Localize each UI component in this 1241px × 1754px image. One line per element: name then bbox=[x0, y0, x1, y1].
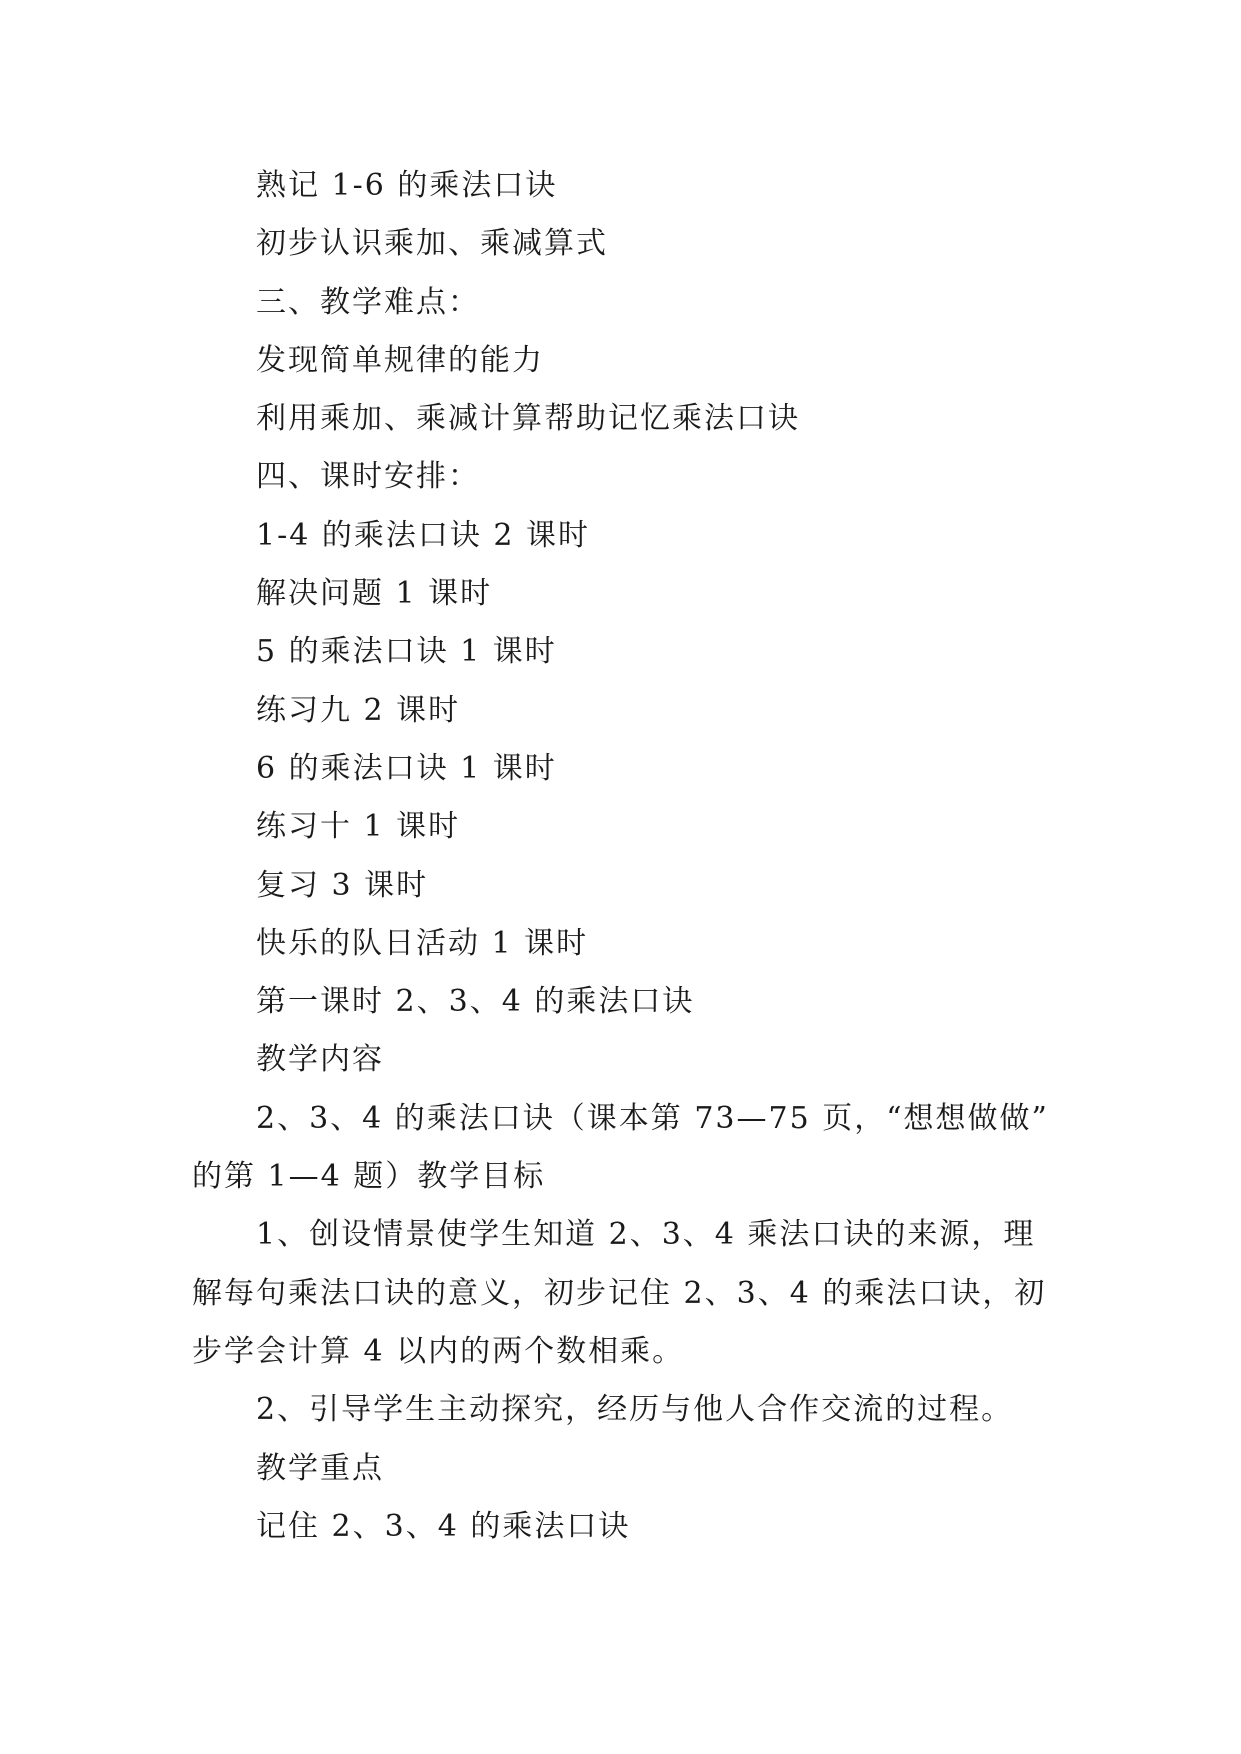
lesson-title: 第一课时 2、3、4 的乘法口诀 bbox=[256, 984, 695, 1020]
section-heading: 三、教学难点： bbox=[256, 284, 480, 320]
schedule-item: 练习九 2 课时 bbox=[256, 692, 461, 728]
paragraph-line: 1、创设情景使学生知道 2、3、4 乘法口诀的来源，理 bbox=[256, 1217, 1036, 1253]
section-heading: 四、课时安排： bbox=[256, 459, 480, 495]
text-line: 发现简单规律的能力 bbox=[256, 342, 544, 378]
text-line: 利用乘加、乘减计算帮助记忆乘法口诀 bbox=[256, 401, 800, 437]
subsection-heading: 教学内容 bbox=[256, 1042, 384, 1078]
schedule-item: 快乐的队日活动 1 课时 bbox=[256, 925, 589, 961]
paragraph-line: 步学会计算 4 以内的两个数相乘。 bbox=[192, 1333, 685, 1369]
subsection-heading: 教学重点 bbox=[256, 1450, 384, 1486]
schedule-item: 复习 3 课时 bbox=[256, 867, 429, 903]
text-line: 熟记 1-6 的乘法口诀 bbox=[256, 168, 558, 203]
document-body bbox=[192, 157, 1062, 1556]
schedule-item: 1-4 的乘法口诀 2 课时 bbox=[256, 517, 591, 553]
paragraph-line: 的第 1—4 题）教学目标 bbox=[192, 1159, 546, 1195]
paragraph-line: 2、引导学生主动探究，经历与他人合作交流的过程。 bbox=[256, 1392, 1014, 1428]
schedule-item: 5 的乘法口诀 1 课时 bbox=[256, 634, 557, 670]
text-line: 记住 2、3、4 的乘法口诀 bbox=[256, 1508, 631, 1544]
text-line: 初步认识乘加、乘减算式 bbox=[256, 226, 608, 262]
schedule-item: 解决问题 1 课时 bbox=[256, 576, 493, 612]
schedule-item: 6 的乘法口诀 1 课时 bbox=[256, 750, 557, 786]
paragraph-line: 2、3、4 的乘法口诀（课本第 73—75 页，“想想做做” bbox=[256, 1100, 1049, 1136]
schedule-item: 练习十 1 课时 bbox=[256, 809, 461, 845]
paragraph-line: 解每句乘法口诀的意义，初步记住 2、3、4 的乘法口诀，初 bbox=[192, 1275, 1047, 1311]
